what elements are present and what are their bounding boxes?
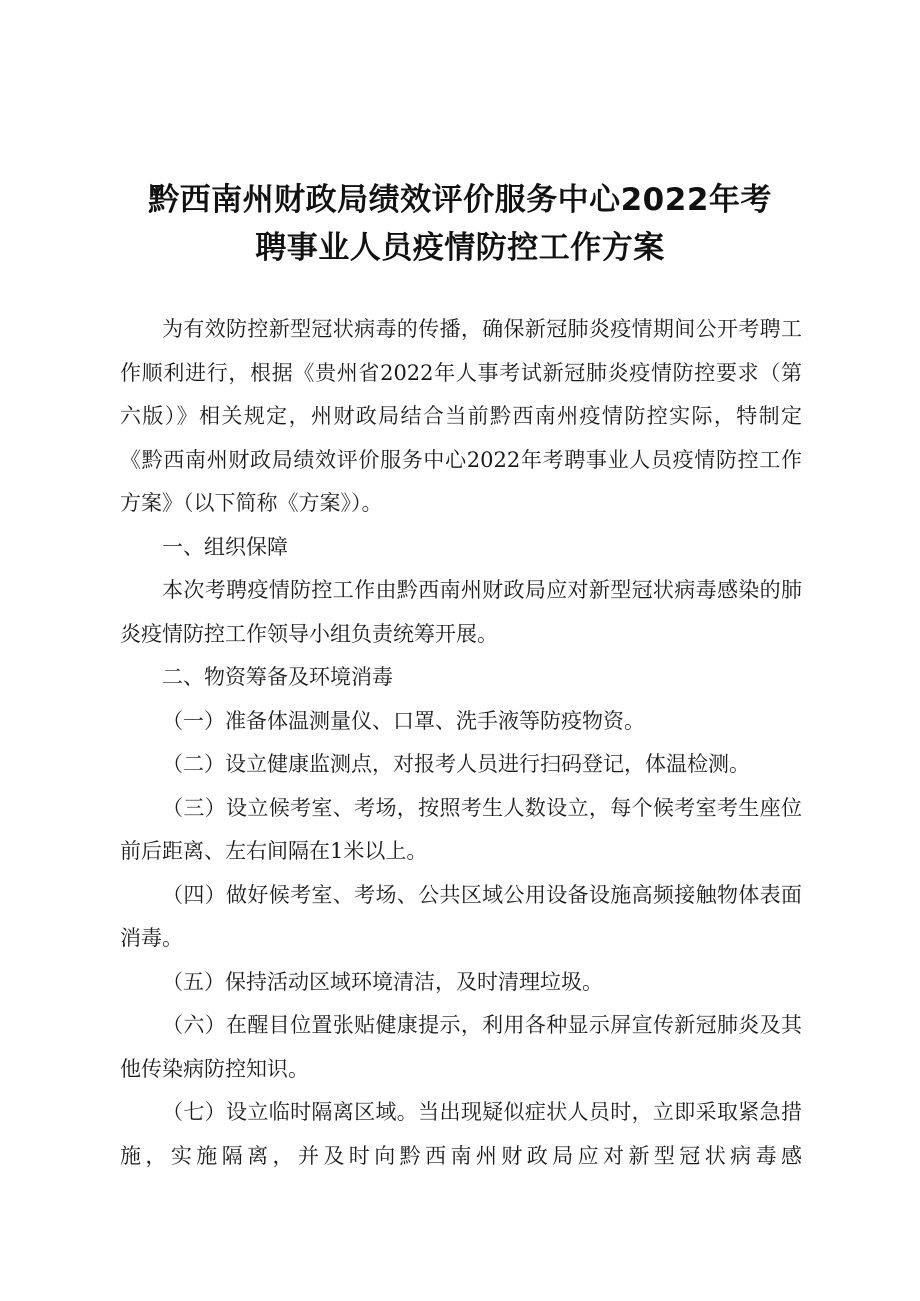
intro-paragraph: 为有效防控新型冠状病毒的传播，确保新冠肺炎疫情期间公开考聘工作顺利进行，根据《贵州省2022年人事考试新冠肺炎疫情防控要求（第六版）》相关规定，州财政局结合当前黔西南州疫情防控实际，特制定《黔西南州财政局绩效评价服务中心2022年考聘事业人员疫情防控工作方案》（以下简称《方案》）。 bbox=[120, 317, 802, 515]
supplies-item-4: （四）做好候考室、考场、公共区域公用设备设施高频接触物体表面消毒。 bbox=[120, 882, 802, 950]
supplies-item-7: （七）设立临时隔离区域。当出现疑似症状人员时，立即采取紧急措施，实施隔离，并及时向黔西南州财政局应对新型冠状病毒感 bbox=[120, 1100, 802, 1168]
organization-paragraph: 本次考聘疫情防控工作由黔西南州财政局应对新型冠状病毒感染的肺炎疫情防控工作领导小组负责统筹开展。 bbox=[120, 578, 802, 646]
document-title bbox=[100, 176, 820, 272]
section-heading-organization: 一、组织保障 bbox=[162, 534, 288, 559]
supplies-item-2: （二）设立健康监测点，对报考人员进行扫码登记，体温检测。 bbox=[162, 752, 750, 776]
document-title-line-1: 黔西南州财政局绩效评价服务中心2022年考 bbox=[148, 182, 772, 218]
supplies-item-3: （三）设立候考室、考场，按照考生人数设立，每个候考室考生座位前后距离、左右间隔在1米以上。 bbox=[120, 795, 802, 863]
supplies-item-6: （六）在醒目位置张贴健康提示，利用各种显示屏宣传新冠肺炎及其他传染病防控知识。 bbox=[120, 1013, 802, 1081]
section-heading-supplies: 二、物资筹备及环境消毒 bbox=[162, 665, 393, 689]
supplies-item-1: （一）准备体温测量仪、口罩、洗手液等防疫物资。 bbox=[162, 708, 645, 733]
document-title-line-2: 聘事业人员疫情防控工作方案 bbox=[255, 230, 665, 266]
supplies-item-5: （五）保持活动区域环境清洁，及时清理垃圾。 bbox=[162, 969, 603, 994]
document-body bbox=[120, 308, 802, 1178]
